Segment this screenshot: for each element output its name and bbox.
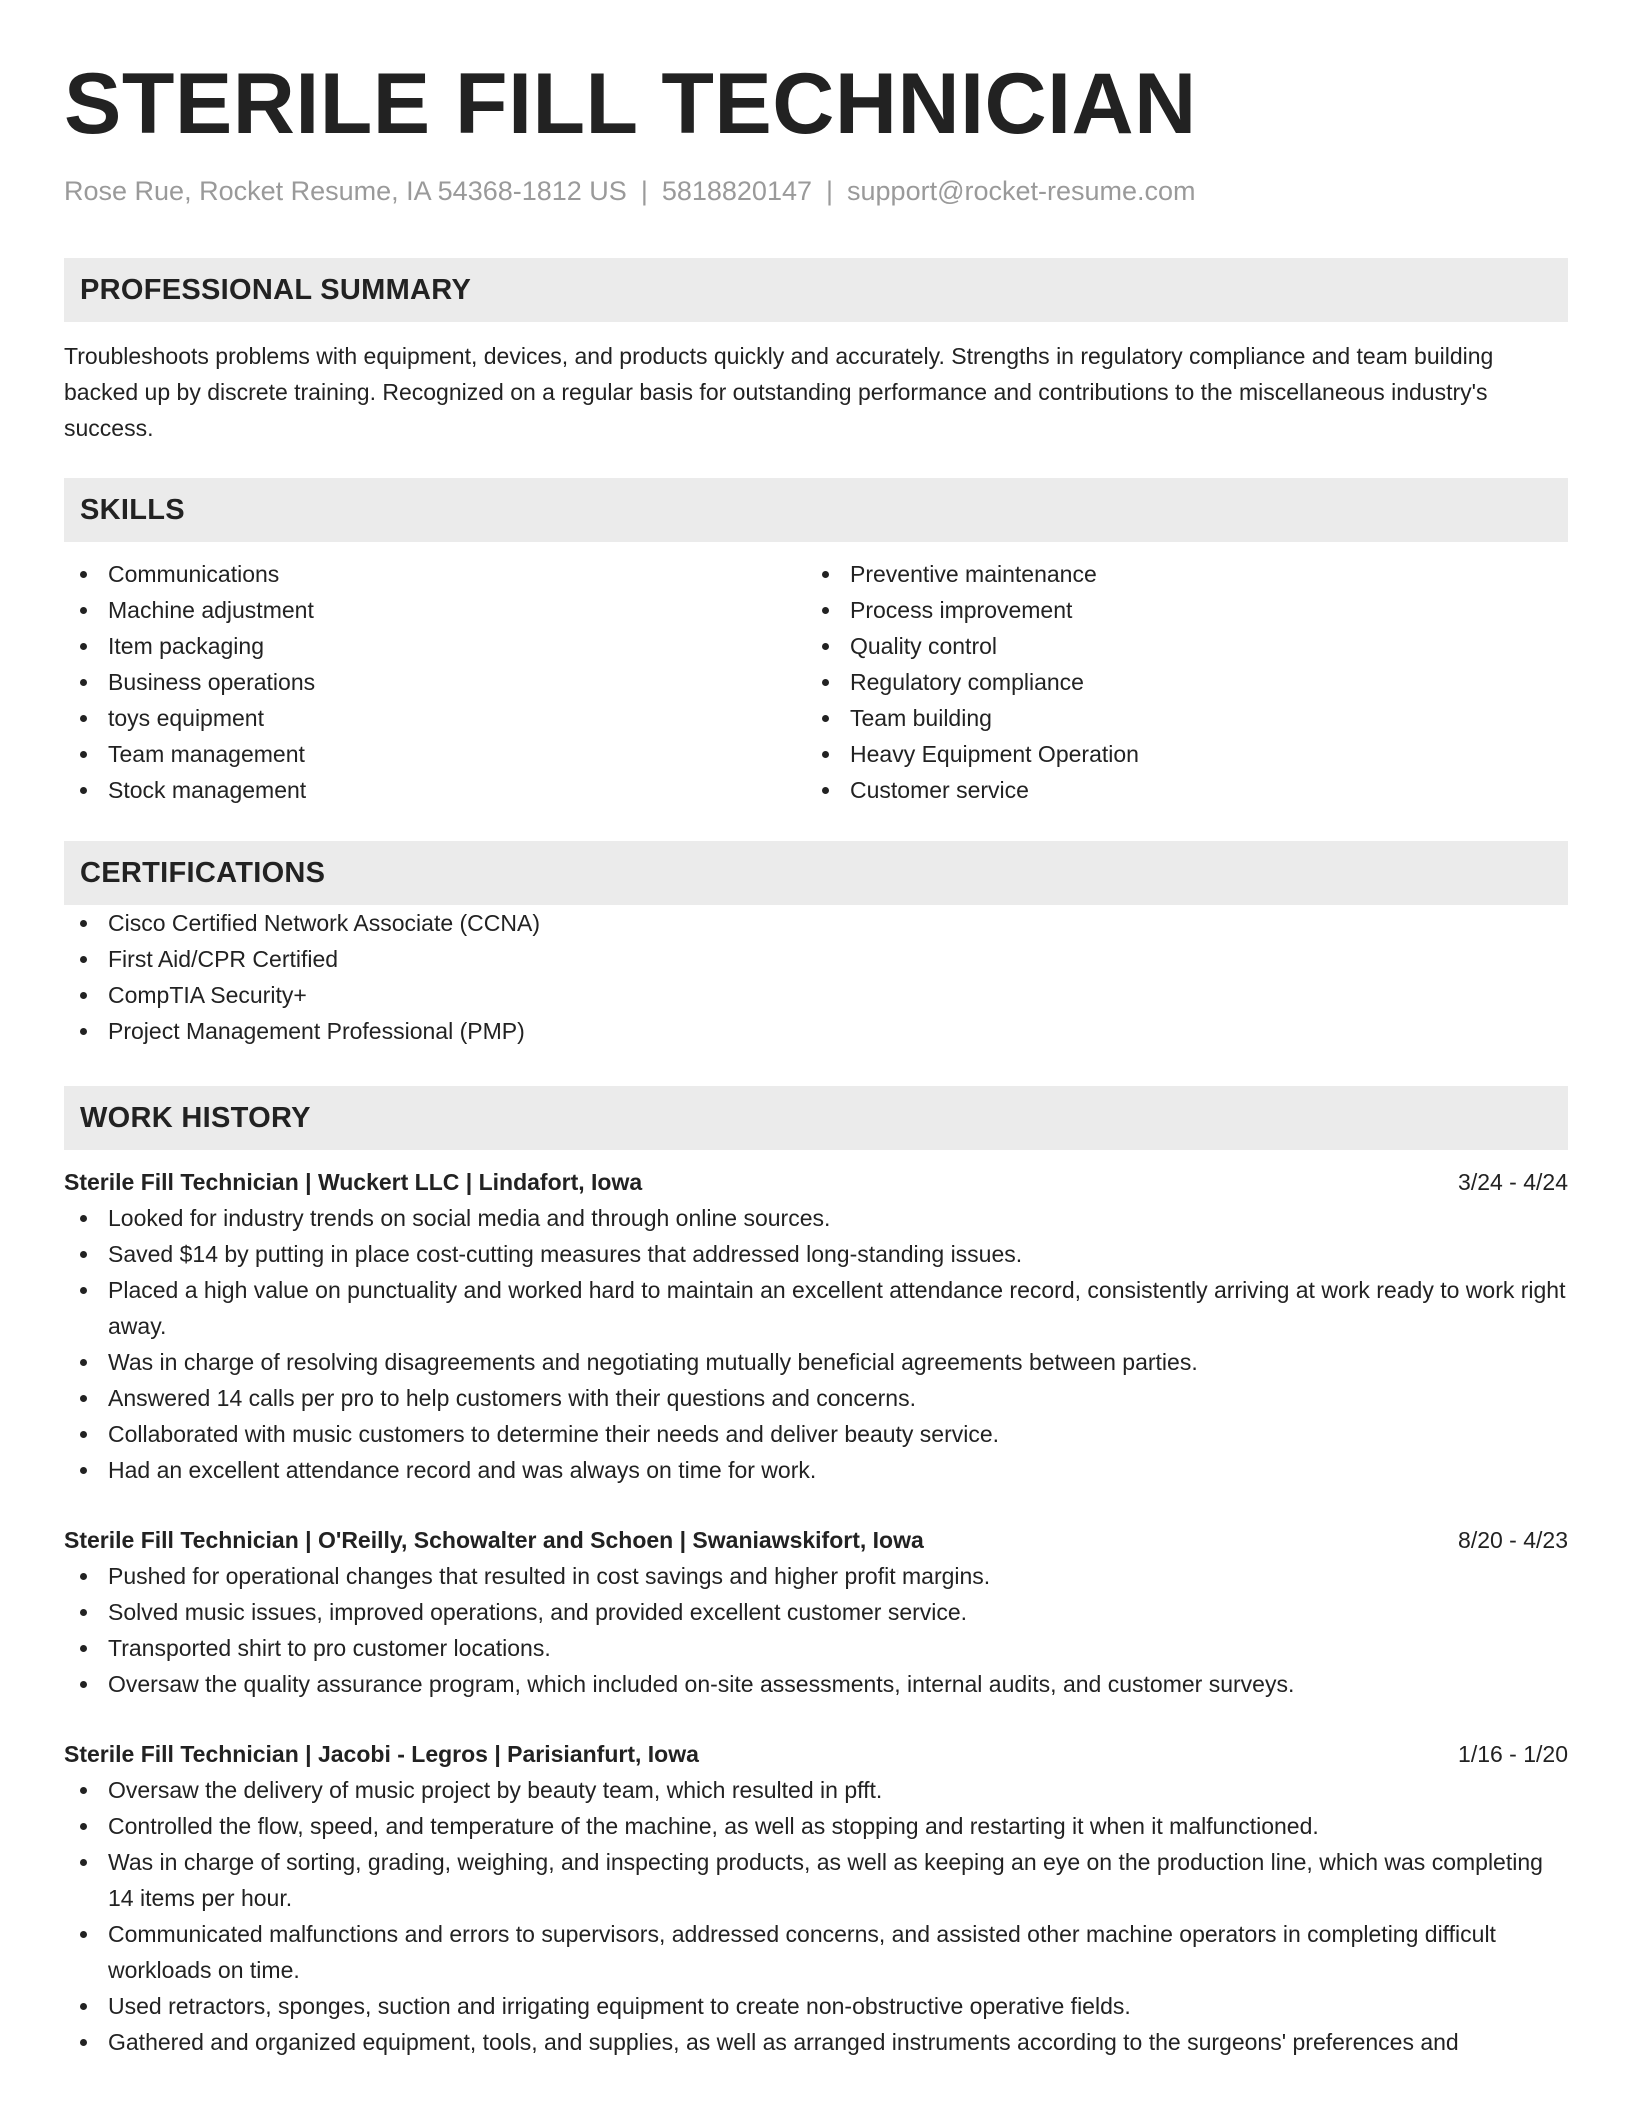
job-bullet-list xyxy=(64,1200,1568,1488)
job-bullet: Collaborated with music customers to determine their needs and deliver beauty service. xyxy=(64,1416,1568,1452)
skill-item: Business operations xyxy=(64,664,806,700)
contact-line xyxy=(64,174,1568,208)
job-dates: 8/20 - 4/23 xyxy=(1458,1527,1568,1553)
resume-name: STERILE FILL TECHNICIAN xyxy=(64,56,1197,152)
skill-item: Process improvement xyxy=(806,592,1548,628)
job-bullet-list xyxy=(64,1772,1568,2060)
job-entry xyxy=(64,1164,1568,1488)
job-bullet: Had an excellent attendance record and was always on time for work. xyxy=(64,1452,1568,1488)
job-bullet: Oversaw the quality assurance program, which included on-site assessments, internal audits, and customer surveys. xyxy=(64,1666,1568,1702)
job-bullet: Was in charge of resolving disagreements and negotiating mutually beneficial agreements between parties. xyxy=(64,1344,1568,1380)
job-title: Sterile Fill Technician | Jacobi - Legros | Parisianfurt, Iowa xyxy=(64,1741,699,1767)
skills-list-left xyxy=(64,556,806,808)
job-bullet: Saved $14 by putting in place cost-cutting measures that addressed long-standing issues. xyxy=(64,1236,1568,1272)
job-entry xyxy=(64,1736,1568,2060)
job-bullet: Placed a high value on punctuality and worked hard to maintain an excellent attendance record, consistently arriving at work ready to work right away. xyxy=(64,1272,1568,1344)
job-bullet: Looked for industry trends on social media and through online sources. xyxy=(64,1200,1568,1236)
contact-separator: | xyxy=(640,176,648,206)
contact-phone: 5818820147 xyxy=(661,176,812,206)
certification-item: CompTIA Security+ xyxy=(64,977,1568,1013)
job-entry xyxy=(64,1522,1568,1702)
skill-item: Regulatory compliance xyxy=(806,664,1548,700)
skill-item: Quality control xyxy=(806,628,1548,664)
job-title: Sterile Fill Technician | O'Reilly, Schowalter and Schoen | Swaniawskifort, Iowa xyxy=(64,1527,924,1553)
job-bullet: Oversaw the delivery of music project by beauty team, which resulted in pfft. xyxy=(64,1772,1568,1808)
skills-list-right xyxy=(806,556,1548,808)
skill-item: toys equipment xyxy=(64,700,806,736)
job-header xyxy=(64,1164,1568,1200)
skill-item: Machine adjustment xyxy=(64,592,806,628)
certifications-list xyxy=(64,905,1568,1049)
job-bullet: Answered 14 calls per pro to help customers with their questions and concerns. xyxy=(64,1380,1568,1416)
job-bullet: Communicated malfunctions and errors to supervisors, addressed concerns, and assisted other machine operators in completing difficult workloads on time. xyxy=(64,1916,1568,1988)
skill-item: Item packaging xyxy=(64,628,806,664)
skill-item: Team management xyxy=(64,736,806,772)
skill-item: Team building xyxy=(806,700,1548,736)
section-header-summary: PROFESSIONAL SUMMARY xyxy=(64,258,1568,322)
job-header xyxy=(64,1736,1568,1772)
job-bullet: Used retractors, sponges, suction and irrigating equipment to create non-obstructive operative fields. xyxy=(64,1988,1568,2024)
resume-page xyxy=(64,0,1568,2060)
skill-item: Preventive maintenance xyxy=(806,556,1548,592)
section-header-skills: SKILLS xyxy=(64,478,1568,542)
certification-item: Cisco Certified Network Associate (CCNA) xyxy=(64,905,1568,941)
skills-grid xyxy=(64,556,1568,808)
job-bullet: Transported shirt to pro customer locations. xyxy=(64,1630,1568,1666)
skills-column-right xyxy=(806,556,1548,808)
job-title: Sterile Fill Technician | Wuckert LLC | Lindafort, Iowa xyxy=(64,1169,643,1195)
section-header-work-history: WORK HISTORY xyxy=(64,1086,1568,1150)
job-bullet-list xyxy=(64,1558,1568,1702)
job-bullet: Solved music issues, improved operations, and provided excellent customer service. xyxy=(64,1594,1568,1630)
summary-text: Troubleshoots problems with equipment, devices, and products quickly and accurately. Strengths in regulatory compliance and team building backed up by discrete training. Recognized on a regular basis for outstanding performance and contributions to the miscellaneous industry's success. xyxy=(64,343,1494,441)
job-dates: 1/16 - 1/20 xyxy=(1458,1741,1568,1767)
skill-item: Communications xyxy=(64,556,806,592)
job-bullet: Pushed for operational changes that resulted in cost savings and higher profit margins. xyxy=(64,1558,1568,1594)
certification-item: Project Management Professional (PMP) xyxy=(64,1013,1568,1049)
skill-item: Customer service xyxy=(806,772,1548,808)
skill-item: Heavy Equipment Operation xyxy=(806,736,1548,772)
job-header xyxy=(64,1522,1568,1558)
contact-separator: | xyxy=(826,176,834,206)
skills-column-left xyxy=(64,556,806,808)
job-bullet: Was in charge of sorting, grading, weighing, and inspecting products, as well as keeping an eye on the production line, which was completing 14 items per hour. xyxy=(64,1844,1568,1916)
certification-item: First Aid/CPR Certified xyxy=(64,941,1568,977)
contact-address: Rose Rue, Rocket Resume, IA 54368-1812 US xyxy=(64,176,627,206)
section-header-certifications: CERTIFICATIONS xyxy=(64,841,1568,905)
job-bullet: Controlled the flow, speed, and temperature of the machine, as well as stopping and restarting it when it malfunctioned. xyxy=(64,1808,1568,1844)
job-bullet: Gathered and organized equipment, tools, and supplies, as well as arranged instruments according to the surgeons' preferences and xyxy=(64,2024,1568,2060)
skill-item: Stock management xyxy=(64,772,806,808)
job-dates: 3/24 - 4/24 xyxy=(1458,1169,1568,1195)
contact-email: support@rocket-resume.com xyxy=(847,176,1196,206)
